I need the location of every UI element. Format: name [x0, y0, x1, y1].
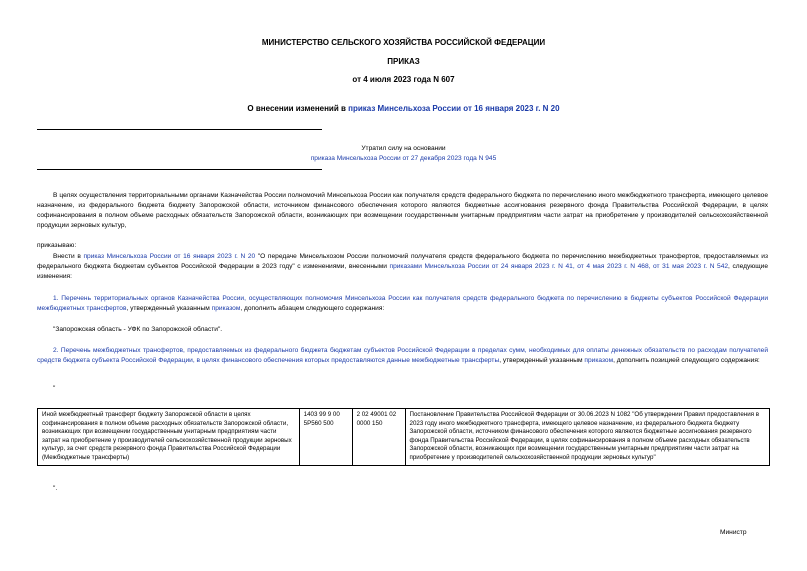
amendment-text-a: Внести в	[53, 253, 84, 260]
item-2-link-2[interactable]: приказом	[584, 357, 614, 364]
intro-paragraph: В целях осуществления территориальными органами Казначейства России полномочий Минсельхоза России как получателя средств федерального бюджета по перечислению иного межбюджетного трансферта, имеющего целевое назначение, из федерального бюджета бюджету Запорожской области, источником финансового обеспечения которого являются бюджетные ассигнования резервного фонда Правительства Российской Федерации, в целях софинансирования в полном объеме расходных обязательств Запорожской области, возникающих при возмещении государственным унитарным предприятиям части затрат на приобретение у производителей сельскохозяйственной продукции зерновых культур,	[37, 192, 768, 229]
transfer-table	[37, 408, 770, 466]
open-quote: "	[53, 385, 56, 392]
item-1-paragraph	[37, 294, 768, 314]
item-2-link[interactable]: 2. Перечень межбюджетных трансфертов, предоставляемых из федерального бюджета бюджетам субъектов Российской Федерации в пределах сумм, необходимых для оплаты денежных обязательств по расходам получателей средств бюджета субъекта Российской Федерации, в целях финансового обеспечения которых предоставляются данные межбюджетные трансферты	[37, 347, 768, 364]
item-2-end: , дополнить позицией следующего содержания:	[613, 357, 760, 364]
table-cell-transfer-name: Иной межбюджетный трансферт бюджету Запорожской области в целях софинансирования в полном объеме расходных обязательств Запорожской области, возникающих при возмещении государственным унитарным предприятиям части затрат на приобретение у производителей сельскохозяйственной продукции зерновых культур, за счет средств резервного фонда Правительства Российской Федерации (Межбюджетные трансферты)	[38, 409, 300, 466]
amendment-text-c: , следующие изменения:	[37, 263, 768, 280]
status-link[interactable]: приказа Минсельхоза России от 27 декабря 2023 года N 945	[310, 155, 497, 162]
doc-title-link[interactable]: приказ Минсельхоза России от 16 января 2023 г. N 20	[348, 104, 560, 113]
footer-signature-label: Министр	[720, 529, 747, 536]
item-1-link-2[interactable]: приказом	[211, 305, 241, 312]
item-1-end: , дополнить абзацем следующего содержания:	[240, 305, 385, 312]
doc-date-number: от 4 июля 2023 года N 607	[352, 75, 455, 84]
table-row	[38, 409, 770, 466]
doc-title	[0, 104, 807, 113]
item-1-mid: , утвержденный указанным	[126, 305, 212, 312]
order-word: приказываю:	[37, 242, 77, 249]
ministry-heading: МИНИСТЕРСТВО СЕЛЬСКОГО ХОЗЯЙСТВА РОССИЙСКОЙ ФЕДЕРАЦИИ	[261, 38, 546, 47]
amendment-link-2[interactable]: приказами Минсельхоза России от 24 января 2023 г. N 41, от 4 мая 2023 г. N 468, от 31 мая 2023 г. N 542	[389, 263, 729, 270]
close-quote: ".	[53, 485, 58, 492]
amendment-link-1[interactable]: приказ Минсельхоза России от 16 января 2023 г. N 20	[83, 253, 256, 260]
item-2-mid: , утвержденный указанным	[499, 357, 585, 364]
divider-bottom	[37, 169, 322, 170]
table-cell-revenue-code: 2 02 49001 02 0000 150	[352, 409, 405, 466]
status-line-1: Утратил силу на основании	[361, 145, 446, 152]
amendment-text-b: "О передаче Минсельхозом России полномочий получателя средств федерального бюджета по перечислению межбюджетных трансфертов, предоставляемых из федерального бюджета бюджетам субъектов Российской Федерации в 2023 году" с изменениями, внесенными	[37, 253, 769, 270]
divider-top	[37, 129, 322, 130]
table-cell-budget-code: 1403 99 9 00 5Р560 500	[299, 409, 352, 466]
amendment-paragraph	[37, 252, 768, 282]
table-cell-legal-basis: Постановление Правительства Российской Федерации от 30.06.2023 N 1082 "Об утверждении Правил предоставления в 2023 году иного межбюджетного трансферта, имеющего целевое назначение, из федерального бюджета бюджету Запорожской области, источником финансового обеспечения которого являются бюджетные ассигнования резервного фонда Правительства Российской Федерации, в целях софинансирования в полном объеме расходных обязательств Запорожской области, возникающих при возмещении государственным унитарным предприятиям части затрат на приобретение у производителей сельскохозяйственной продукции зерновых культур"	[405, 409, 769, 466]
quote-1: "Запорожская область - УФК по Запорожской области".	[53, 326, 223, 333]
item-1-link[interactable]: 1. Перечень территориальных органов Казначейства России, осуществляющих полномочия Минсельхоза России как получателя средств федерального бюджета по перечислению в бюджеты субъектов Российской Федерации межбюджетных трансфертов	[37, 295, 768, 312]
doc-type-heading: ПРИКАЗ	[387, 57, 420, 66]
item-2-paragraph	[37, 346, 768, 366]
doc-title-prefix: О внесении изменений в	[247, 104, 349, 113]
